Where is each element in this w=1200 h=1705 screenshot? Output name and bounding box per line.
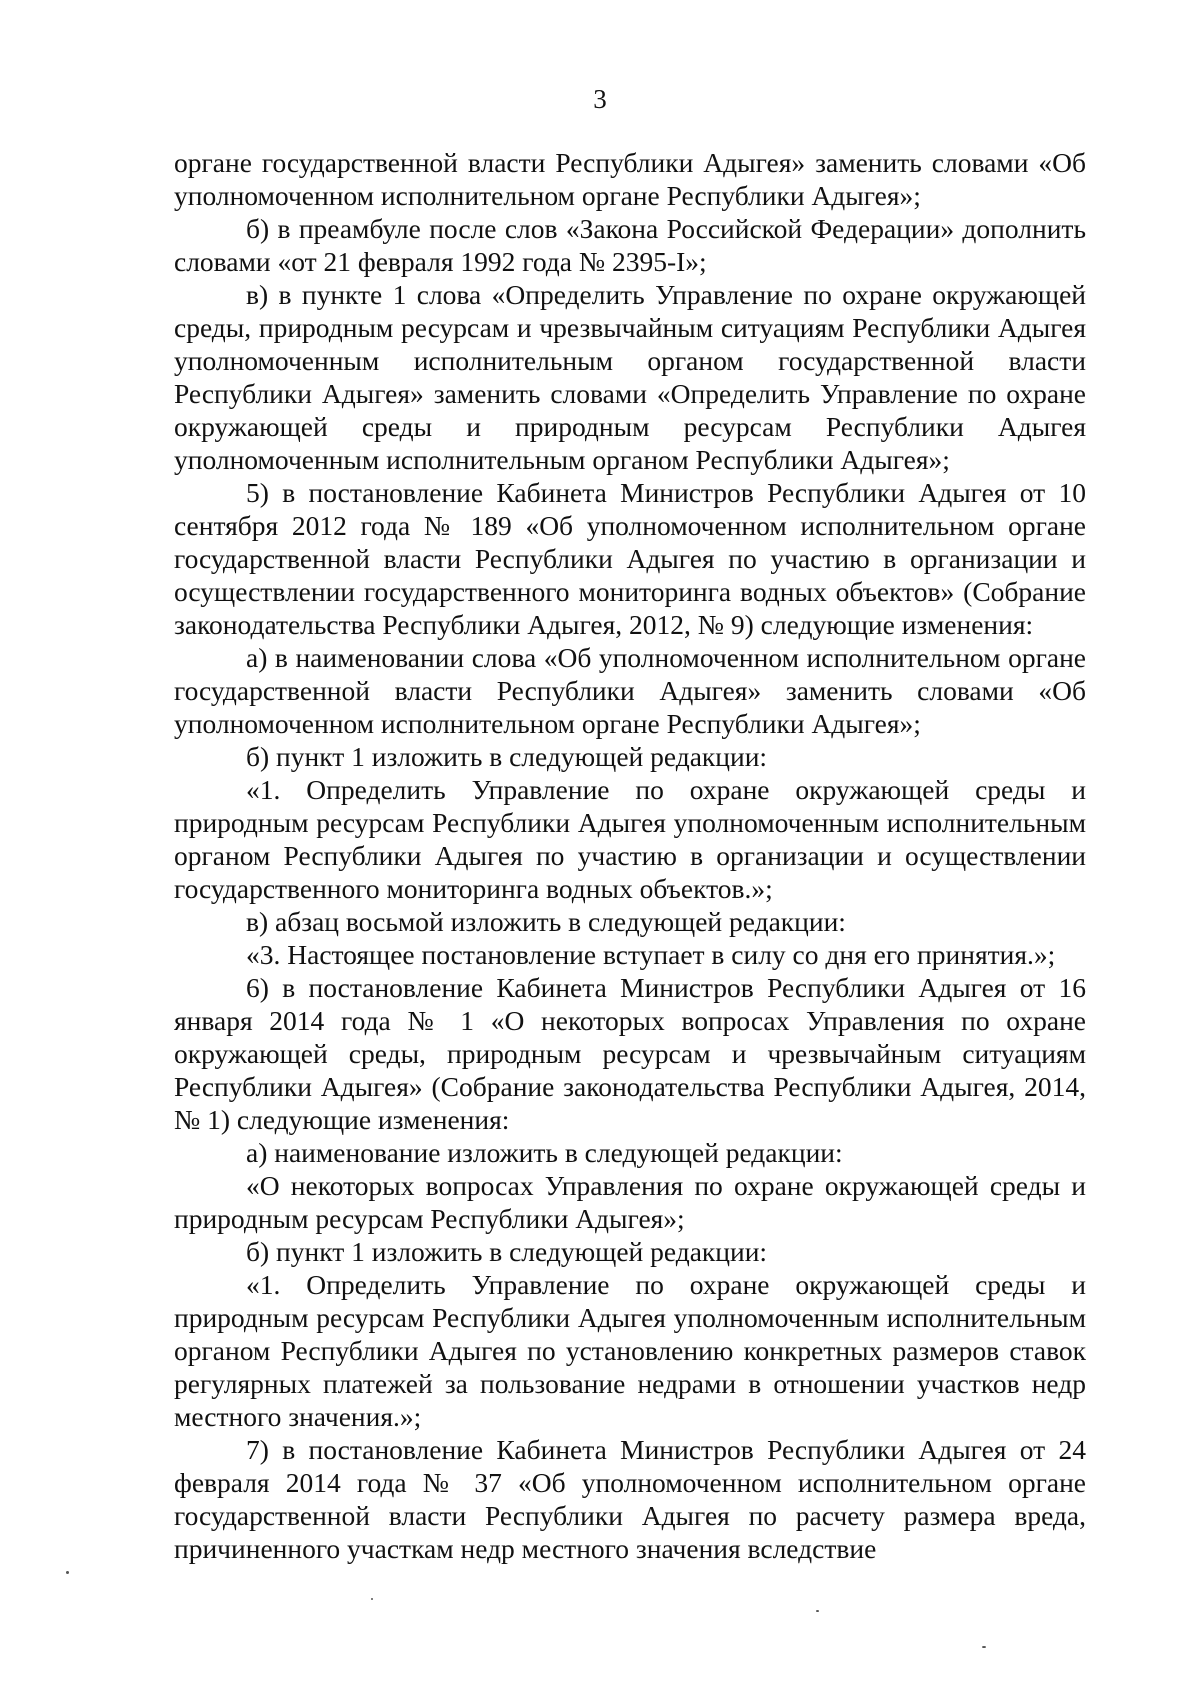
paragraph: 5) в постановление Кабинета Министров Республики Адыгея от 10 сентября 2012 года № 189 «Об уполномоченном исполнительном органе государственной власти Республики Адыгея по участию в организации и осуществлении государственного мониторинга водных объектов» (Собрание законодательства Республики Адыгея, 2012, № 9) следующие изменения: [174,477,1086,640]
paragraph: а) наименование изложить в следующей редакции: [246,1137,843,1168]
scan-speck [816,1610,819,1612]
scan-speck [371,1598,373,1600]
document-body [174,146,1086,1565]
paragraph: в) абзац восьмой изложить в следующей редакции: [246,906,846,937]
paragraph: органе государственной власти Республики Адыгея» заменить словами «Об уполномоченном исполнительном органе Республики Адыгея»; [174,147,1086,211]
paragraph: в) в пункте 1 слова «Определить Управление по охране окружающей среды, природным ресурсам и чрезвычайным ситуациям Республики Адыгея уполномоченным исполнительным органом государственной власти Республики Адыгея» заменить словами «Определить Управление по охране окружающей среды и природным ресурсам Республики Адыгея уполномоченным исполнительным органом Республики Адыгея»; [174,279,1086,475]
paragraph: «3. Настоящее постановление вступает в силу со дня его принятия.»; [246,939,1056,970]
paragraph: «О некоторых вопросах Управления по охране окружающей среды и природным ресурсам Республики Адыгея»; [174,1170,1086,1234]
paragraph: б) пункт 1 изложить в следующей редакции: [246,1236,768,1267]
paragraph: а) в наименовании слова «Об уполномоченном исполнительном органе государственной власти Республики Адыгея» заменить словами «Об уполномоченном исполнительном органе Республики Адыгея»; [174,642,1086,739]
page-number: 3 [593,84,607,114]
paragraph: «1. Определить Управление по охране окружающей среды и природным ресурсам Республики Адыгея уполномоченным исполнительным органом Республики Адыгея по установлению конкретных размеров ставок регулярных платежей за пользование недрами в отношении участков недр местного значения.»; [174,1269,1086,1432]
paragraph: 7) в постановление Кабинета Министров Республики Адыгея от 24 февраля 2014 года № 37 «Об уполномоченном исполнительном органе государственной власти Республики Адыгея по расчету размера вреда, причиненного участкам недр местного значения вследствие [174,1434,1086,1564]
scan-speck [982,1646,986,1648]
paragraph: 6) в постановление Кабинета Министров Республики Адыгея от 16 января 2014 года № 1 «О некоторых вопросах Управления по охране окружающей среды, природным ресурсам и чрезвычайным ситуациям Республики Адыгея» (Собрание законодательства Республики Адыгея, 2014, № 1) следующие изменения: [174,972,1086,1135]
scan-speck [66,1571,69,1574]
paragraph: б) пункт 1 изложить в следующей редакции: [246,741,768,772]
paragraph: «1. Определить Управление по охране окружающей среды и природным ресурсам Республики Адыгея уполномоченным исполнительным органом Республики Адыгея по участию в организации и осуществлении государственного мониторинга водных объектов.»; [174,774,1086,904]
paragraph: б) в преамбуле после слов «Закона Российской Федерации» дополнить словами «от 21 февраля 1992 года № 2395-I»; [174,213,1086,277]
